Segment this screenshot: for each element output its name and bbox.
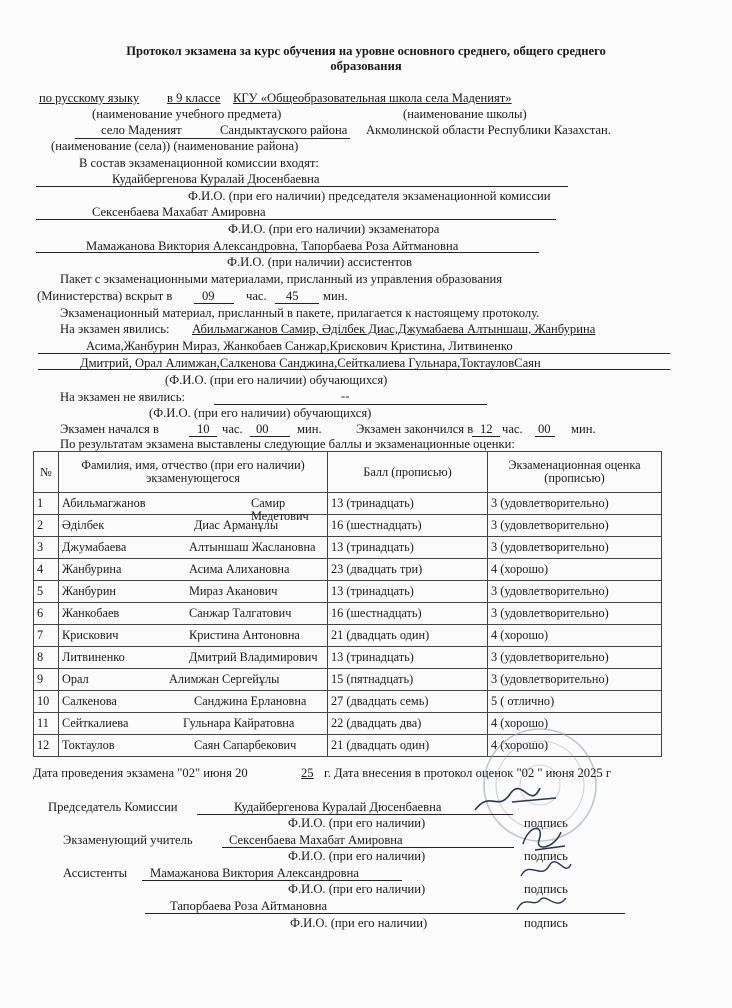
hint-students: (Ф.И.О. (при его наличии) обучающихся) [165,373,388,387]
cell-fio [59,669,328,691]
cell-grade: 4 (хорошо) [488,735,662,757]
cell-score: 15 (пятнадцать) [328,669,488,691]
cell-num: 4 [34,559,59,581]
cell-num: 10 [34,691,59,713]
table-row [34,493,662,515]
cell-given-name: Алимжан Сергейұлы [169,672,280,686]
cell-num: 3 [34,537,59,559]
start-hour: 10 [197,422,210,436]
cell-grade: 3 (удовлетворительно) [488,669,662,691]
present-line2: Асима,Жанбурин Мираз, Жанкобаев Санжар,Крискович Кристина, Литвиненко [86,339,513,353]
chair-label: Председатель Комиссии [48,800,178,814]
start-min-unit: мин. [297,422,322,436]
cell-score: 21 (двадцать один) [328,625,488,647]
cell-surname: Крискович [62,628,119,642]
cell-num: 7 [34,625,59,647]
packet-min: 45 [286,289,299,303]
document-title-line2: образования [330,59,402,73]
cell-fio [59,581,328,603]
region: Акмолинской области Республики Казахстан. [366,123,611,137]
cell-surname: Орал [62,672,89,686]
cell-fio [59,691,328,713]
school-name: КГУ «Общеобразовательная школа села Маденият» [233,91,512,105]
chair-hint-sign: подпись [524,816,568,830]
table-row [34,559,662,581]
table-row [34,603,662,625]
hint-school: (наименование школы) [403,107,527,121]
cell-score: 21 (двадцать один) [328,735,488,757]
cell-surname: Жанбурина [62,562,122,576]
cell-given-name: Асима Алихановна [189,562,290,576]
table-row [34,625,662,647]
cell-score: 23 (двадцать три) [328,559,488,581]
cell-num: 2 [34,515,59,537]
cell-grade: 4 (хорошо) [488,713,662,735]
start-prefix: Экзамен начался в [60,422,159,436]
header-num: № [34,452,59,493]
table-row [34,691,662,713]
document-title-line1: Протокол экзамена за курс обучения на уровне основного среднего, общего среднего [126,44,606,58]
cell-surname: Салкенова [62,694,117,708]
present-label: На экзамен явились: [60,322,170,336]
packet-min-underline [275,303,319,304]
cell-surname: Абильмагжанов [62,496,146,510]
cell-num: 11 [34,713,59,735]
results-intro: По результатам экзамена выставлены следующие баллы и экзаменационные оценки: [60,437,515,451]
cell-given-name: Самир Медетович [251,496,309,523]
cell-given-name: Санжар Талгатович [189,606,292,620]
absent-value: -- [341,389,350,403]
cell-fio [59,493,328,523]
present-line2-underline [38,353,670,354]
cell-score: 13 (тринадцать) [328,493,488,515]
hint-assistants: Ф.И.О. (при наличии) ассистентов [227,255,412,269]
packet-hour: 09 [202,289,215,303]
chair-signature-icon [470,780,560,820]
table-row [34,669,662,691]
end-min: 00 [538,422,551,436]
assistants-names: Мамажанова Виктория Александровна, Тапорбаева Роза Айтмановна [86,239,459,253]
cell-score: 27 (двадцать семь) [328,691,488,713]
cell-given-name: Саян Сапарбекович [194,738,297,752]
absent-label: На экзамен не явились: [60,390,186,404]
start-min: 00 [256,422,269,436]
cell-given-name: Алтыншаш Жаслановна [189,540,316,554]
cell-given-name: Кристина Антоновна [189,628,300,642]
chair-underline [36,186,568,187]
cell-grade: 4 (хорошо) [488,625,662,647]
packet-line1: Пакет с экзаменационными материалами, присланный из управления образования [60,272,503,286]
examiner-name: Сексенбаева Махабат Амировна [92,205,266,219]
examiner-label: Экзаменующий учитель [63,833,193,847]
table-header-row [34,452,662,493]
examiner-sign-name: Сексенбаева Махабат Амировна [229,833,403,847]
cell-score: 13 (тринадцать) [328,581,488,603]
assistant2-sign-name: Тапорбаева Роза Айтмановна [170,899,328,913]
start-hour-unit: час. [222,422,243,436]
village: село Маденият [101,123,182,137]
examiner-hint-fio: Ф.И.О. (при его наличии) [288,849,426,863]
cell-fio [59,713,328,735]
examiner-signature-icon [515,818,575,858]
end-min-unit: мин. [571,422,596,436]
packet-hour-underline [194,303,234,304]
cell-surname: Токтаулов [62,738,115,752]
packet-prefix: (Министерства) вскрыт в [37,289,173,303]
cell-surname: Сейткалиева [62,716,129,730]
assistant2-hint-sign: подпись [524,916,568,930]
cell-score: 16 (шестнадцать) [328,515,488,537]
end-hour: 12 [480,422,493,436]
cell-surname: Жанкобаев [62,606,120,620]
chair-sign-line [197,814,513,815]
examiner-sign-line [222,847,514,848]
results-table [33,451,662,757]
cell-given-name: Санджина Ерлановна [194,694,307,708]
hint-village: (наименование (села)) (наименование района) [51,139,299,153]
header-score: Балл (прописью) [328,452,488,493]
cell-score: 16 (шестнадцать) [328,603,488,625]
packet-hour-unit: час. [246,289,267,303]
cell-score: 22 (двадцать два) [328,713,488,735]
cell-grade: 3 (удовлетворительно) [488,515,662,537]
cell-grade: 5 ( отлично) [488,691,662,713]
exam-date-year: 25 [301,766,314,780]
cell-grade: 4 (хорошо) [488,559,662,581]
end-hour-unit: час. [502,422,523,436]
cell-fio [59,603,328,625]
cell-grade: 3 (удовлетворительно) [488,581,662,603]
table-row [34,515,662,537]
end-prefix: Экзамен закончился в [356,422,474,436]
cell-fio [59,647,328,669]
table-row [34,581,662,603]
end-min-underline [535,436,555,437]
district: Сандыктауского района [220,123,348,137]
hint-chair: Ф.И.О. (при его наличии) председателя экзаменационной комиссии [188,189,551,203]
material-line: Экзаменационный материал, присланный в пакете, прилагается к настоящему протоколу. [60,306,540,320]
cell-num: 12 [34,735,59,757]
hint-examiner: Ф.И.О. (при его наличии) экзаменатора [228,222,440,236]
header-grade: Экзаменационная оценка (прописью) [488,452,662,493]
cell-surname: Литвиненко [62,650,125,664]
chair-hint-fio: Ф.И.О. (при его наличии) [288,816,426,830]
examiner-underline [36,219,556,220]
exam-date-prefix: Дата проведения экзамена "02" июня 20 [33,766,248,780]
hint-absent: (Ф.И.О. (при его наличии) обучающихся) [149,406,372,420]
packet-min-unit: мин. [323,289,348,303]
chair-name: Кудайбергенова Куралай Дюсенбаевна [112,172,320,186]
cell-num: 1 [34,493,59,515]
cell-num: 6 [34,603,59,625]
present-line1: Абильмагжанов Самир, Әділбек Диас,Джумабаева Алтыншаш, Жанбурина [192,322,596,336]
assistant1-signature-icon [515,856,575,886]
cell-given-name: Гульнара Кайратовна [183,716,295,730]
cell-grade: 3 (удовлетворительно) [488,537,662,559]
cell-score: 13 (тринадцать) [328,537,488,559]
cell-num: 8 [34,647,59,669]
table-row [34,647,662,669]
cell-surname: Джумабаева [62,540,127,554]
cell-grade: 3 (удовлетворительно) [488,647,662,669]
cell-fio [59,625,328,647]
cell-fio [59,735,328,757]
present-line3: Дмитрий, Орал Алимжан,Салкенова Санджина,Сейткалиева Гульнара,ТоктауловСаян [80,356,541,370]
cell-given-name: Дмитрий Владимирович [189,650,318,664]
assistant1-hint-sign: подпись [524,882,568,896]
header-fio: Фамилия, имя, отчество (при его наличии) экзаменующегося [59,452,328,493]
cell-num: 9 [34,669,59,691]
examiner-hint-sign: подпись [524,849,568,863]
assistant2-hint-fio: Ф.И.О. (при его наличии) [290,916,428,930]
cell-surname: Жанбурин [62,584,116,598]
assistant1-hint-fio: Ф.И.О. (при его наличии) [288,882,426,896]
assistant2-signature-icon [512,888,572,918]
cell-grade: 3 (удовлетворительно) [488,493,662,515]
absent-underline [214,404,487,405]
assistant1-sign-line [142,880,402,881]
cell-surname: Әділбек [62,518,105,532]
cell-fio [59,537,328,559]
cell-given-name: Мираз Аканович [189,584,278,598]
assistant1-sign-name: Мамажанова Виктория Александровна [150,866,359,880]
cell-grade: 3 (удовлетворительно) [488,603,662,625]
chair-sign-name: Кудайбергенова Куралай Дюсенбаевна [234,800,442,814]
cell-fio [59,515,328,537]
cell-num: 5 [34,581,59,603]
entry-date: г. Дата внесения в протокол оценок "02 " июня 2025 г [324,766,612,780]
grade: в 9 классе [167,91,221,105]
hint-subject: (наименование учебного предмета) [92,107,282,121]
subject: по русскому языку [39,91,140,105]
assistants-label: Ассистенты [63,866,128,880]
cell-fio [59,559,328,581]
table-row [34,537,662,559]
commission-intro: В состав экзаменационной комиссии входят: [79,156,319,170]
cell-score: 13 (тринадцать) [328,647,488,669]
cell-given-name: Диас Арманұлы [194,518,279,532]
